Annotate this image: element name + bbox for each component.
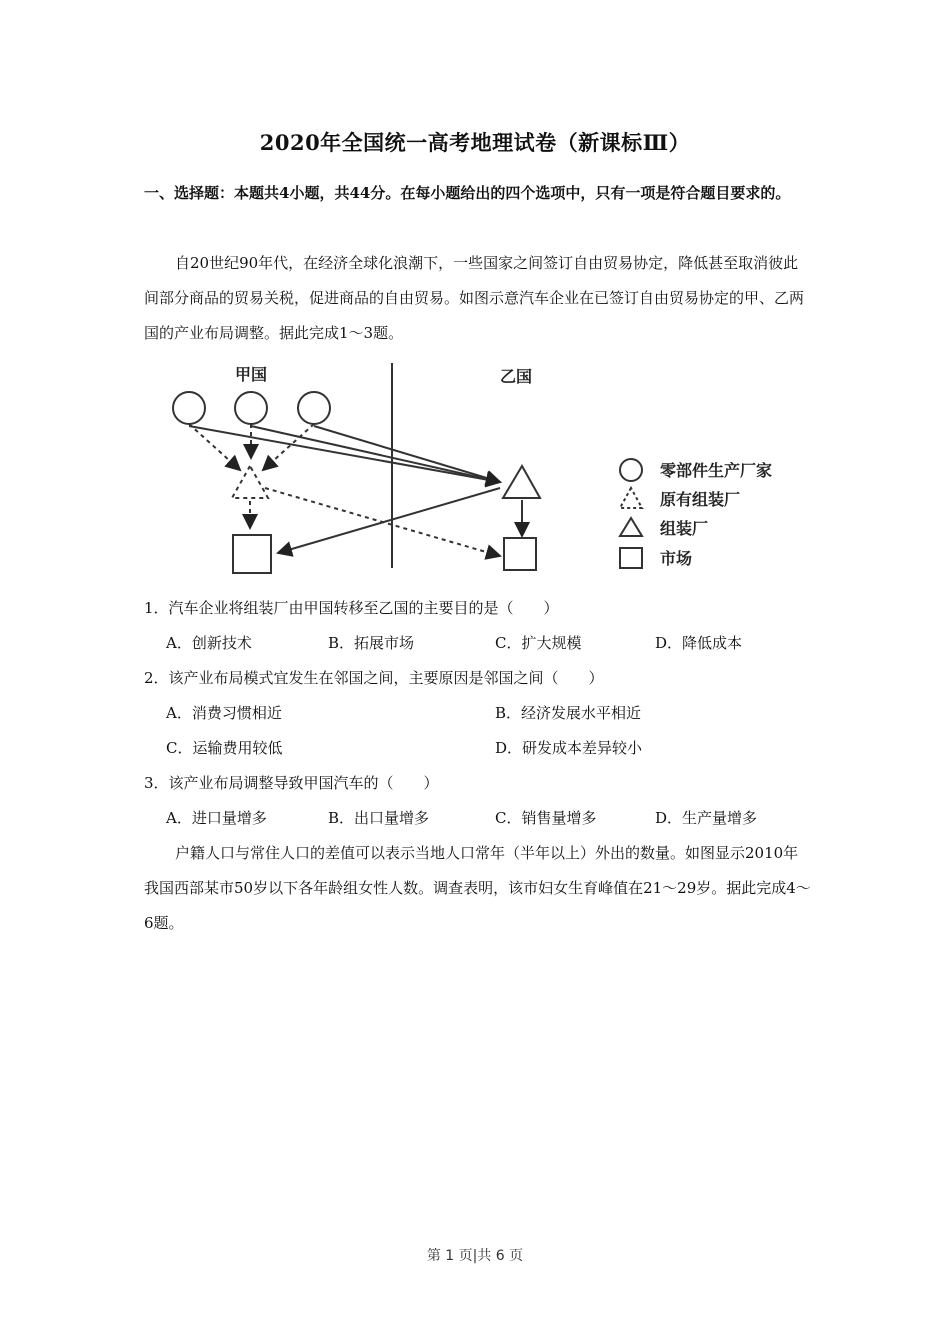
industry-layout-figure	[160, 358, 810, 583]
q2-option-c[interactable]: C．运输费用较低	[166, 739, 283, 757]
market-icon	[504, 538, 536, 570]
q1-option-a[interactable]: A．创新技术	[166, 634, 252, 652]
q2-option-b[interactable]: B．经济发展水平相近	[495, 704, 642, 722]
svg-text:组装厂: 组装厂	[660, 519, 709, 538]
section-heading: 一、选择题：本题共4小题，共44分。在每小题给出的四个选项中，只有一项是符合题目要求的。	[144, 184, 791, 202]
q1-option-d[interactable]: D．降低成本	[655, 634, 743, 652]
svg-text:原有组装厂: 原有组装厂	[660, 490, 741, 509]
q3-option-a[interactable]: A．进口量增多	[166, 809, 267, 827]
svg-text:市场: 市场	[660, 549, 693, 568]
parts-supplier-icon	[298, 392, 330, 424]
legend-triangle-icon	[620, 518, 642, 536]
passage-1: 自20世纪90年代，在经济全球化浪潮下，一些国家之间签订自由贸易协定，降低甚至取消彼此间部分商品的贸易关税，促进商品的自由贸易。如图示意汽车企业在已签订自由贸易协定的甲、乙两国的产业布局调整。据此完成1～3题。	[144, 254, 805, 342]
question-3-stem: 3．该产业布局调整导致甲国汽车的（ ）	[144, 774, 439, 792]
q3-option-c[interactable]: C．销售量增多	[495, 809, 597, 827]
legend-square-icon	[620, 548, 642, 568]
original-assembly-plant-icon	[232, 466, 268, 498]
parts-supplier-icon	[173, 392, 205, 424]
parts-supplier-icon	[235, 392, 267, 424]
figure-legend	[620, 459, 772, 568]
q3-option-d[interactable]: D．生产量增多	[655, 809, 758, 827]
market-icon	[233, 535, 271, 573]
q1-option-b[interactable]: B．拓展市场	[328, 634, 415, 652]
question-2-stem: 2．该产业布局模式宜发生在邻国之间，主要原因是邻国之间（ ）	[144, 669, 604, 687]
q1-option-c[interactable]: C．扩大规模	[495, 634, 582, 652]
q2-option-a[interactable]: A．消费习惯相近	[166, 704, 282, 722]
legend-dashed-triangle-icon	[620, 488, 642, 508]
question-1-stem: 1．汽车企业将组装厂由甲国转移至乙国的主要目的是（ ）	[144, 599, 559, 617]
exam-title: 2020年全国统一高考地理试卷（新课标Ⅲ）	[259, 130, 691, 155]
page-footer: 第 1 页|共 6 页	[426, 1248, 524, 1264]
q2-option-d[interactable]: D．研发成本差异较小	[495, 739, 643, 757]
country-b-label: 乙国	[500, 367, 533, 386]
q3-option-b[interactable]: B．出口量增多	[328, 809, 430, 827]
country-a-label: 甲国	[235, 365, 268, 384]
passage-2: 户籍人口与常住人口的差值可以表示当地人口常年（半年以上）外出的数量。如图显示2010年我国西部某市50岁以下各年龄组女性人数。调查表明，该市妇女生育峰值在21～29岁。据此完成4～6题。	[144, 844, 811, 932]
legend-circle-icon	[620, 459, 642, 481]
svg-text:零部件生产厂家: 零部件生产厂家	[660, 461, 773, 480]
assembly-plant-icon	[503, 466, 540, 498]
